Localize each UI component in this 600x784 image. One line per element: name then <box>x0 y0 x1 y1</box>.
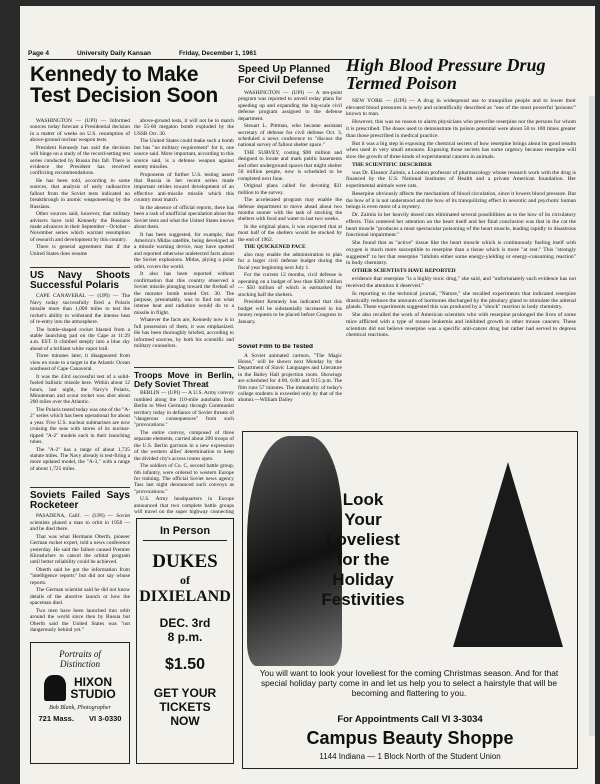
paragraph: Proponents of further U.S. testing assert that Russia in her recent series made important strides toward development of an effective anti-missile missile which this country must match. <box>134 171 234 204</box>
berlin-story <box>134 364 234 514</box>
paragraph: In the original plans, it was expected that at most half of the shelters would be stocked by the end of 1962. <box>238 224 342 243</box>
beauty-line4: for the <box>336 550 390 569</box>
subhead-caps: THE QUICKENED PACE <box>244 244 306 251</box>
soviets-story <box>30 484 130 634</box>
beauty-body: You will want to look your loveliest for the coming Christmas season. And for that special holiday party come in and let us help you to select a hairstyle that will be becoming and flattering to you. <box>259 668 559 699</box>
pressure-headline: High Blood Pressure Drug Termed Poison <box>346 55 546 94</box>
kennedy-col1-text <box>30 118 130 257</box>
paragraph: CAPE CANAVERAL — (UPI) — The Navy today successfully fired a Polaris missile more than 1,000 miles to test the rocket's ability to withstand the intense heat of re-entry into the atmosphere. <box>30 293 130 325</box>
paragraph: was Dr. Eleanor Zaimis, a London professor of pharmacology whose research work with the drug is financed by the U.S. National Institutes of Health and a private American foundation. Her experimental animals were cats. <box>346 169 576 190</box>
polaris-headline: US Navy Shoots Successful Polaris <box>30 270 130 292</box>
header-rule <box>28 59 354 60</box>
beauty-ad <box>242 431 578 769</box>
paragraph: Dr. Zaimis in her heavily dosed cats eliminated several possibilities as to the how of its circulatory effects. This centered her attention on the heart itself and her final conclusion was that in the cat the heart muscle "produces a most spectacular poisoning of the heart muscle, leading rapidly to disastrous functional impairment." <box>346 212 576 239</box>
beauty-line5: Holiday <box>332 570 394 589</box>
soviets-text <box>30 513 130 634</box>
kennedy-col2-text <box>134 118 234 349</box>
paragraph: In the absence of official reports, there has been a rash of unofficial speculation about the Soviet tests and what the United States knows about them. <box>134 204 234 231</box>
paragraph: She also recalled the work of American scientists who with reserpine prolonged the lives of some mice afflicted with a type of mouse leukemia and inhibited growth in other mouse cancers. These scientists did not believe reserpine was a specific anti-cancer drug but rather had served to depress chemical reactions. <box>346 312 576 339</box>
subhead <box>346 162 576 169</box>
paragraph: The soldiers of Co. C, second battle group, 6th infantry, were ordered to western Europe for training. The official Soviet news agency Tass last night denounced such convoys as "provocations." <box>134 463 234 495</box>
paragraph: But it was a big step in exposing the chemical secrets of how reserpine brings about its good results when used in very small amounts. Exposing those secrets has some urgency because reserpine will slow the growth of three kinds of experimental cancers in animals. <box>346 140 576 160</box>
hixon-studio-ad <box>30 642 130 764</box>
paragraph: President Kennedy has said the decision will hinge on a study of the record-setting test series conducted by Russia this fall. There is evidence the President has received conflicting recommendations. <box>30 144 130 177</box>
dixieland-ad <box>136 518 234 764</box>
paragraph: above-ground tests, it will not be to match the 55-60 megaton bomb exploded by the USSR Oct. 30. <box>134 118 234 137</box>
hixon-line2: Distinction <box>60 659 100 669</box>
paragraph: For the current 12 months, civil defense is operating on a budget of less than $300 million — $50 million of which is earmarked for stocking half the shelters. <box>238 272 342 298</box>
pressure-story <box>346 98 576 426</box>
hixon-address: 721 Mass. <box>38 714 74 723</box>
paragraph: The Polaris tested today was one of the "A-2" series which has been operational for about a year. Five U.S. nuclear submarines are now cruising the seas with stores of its nuclear-tipped "A-2" models each in their launching tubes. <box>30 407 130 446</box>
kennedy-col2 <box>134 118 234 363</box>
subhead-caps: OTHER SCIENTISTS HAVE REPORTED <box>352 268 456 275</box>
film-headline: Soviet Film to Be Tested <box>238 344 314 350</box>
paragraph: Steuart L. Pittman, who became assistant secretary of defense for civil defense Oct. 3, scheduled a news conference to "discuss the national survey of fallout shelter space." <box>238 123 342 149</box>
paragraph: President Kennedy has indicated that this budget will be substantially increased in his money requests to be placed before Congress in January. <box>238 299 342 325</box>
paragraph: evidence that reserpine "is a highly toxic drug," she said, and "unfortunately such evidence has not received the attention it deserved." <box>346 276 576 289</box>
christmas-tree-icon <box>453 462 563 647</box>
paragraph: THE SURVEY, costing $90 million and designed to locate and mark public basements and other underground spaces that might shelter 50 million people, now is scheduled to be completed next June. <box>238 150 342 182</box>
paragraph: The "A-2" has a range of about 1,725 statute miles. The Navy already is test-firing a more updated model, the "A-3," with a range of about 1,725 miles. <box>30 446 130 472</box>
kennedy-headline: Kennedy to Make Test Decision Soon <box>30 63 218 108</box>
paragraph: also may enable the administration to plan for a larger civil defense budget during the fiscal year beginning next July 1. <box>238 252 342 271</box>
berlin-headline: Troops Move in Berlin, Defy Soviet Threat <box>134 370 234 389</box>
beauty-name: Campus Beauty Shoppe <box>306 728 514 748</box>
divider <box>134 367 234 368</box>
paper-name: University Daily Kansan <box>76 50 152 57</box>
adjacent-page-edge <box>589 96 595 736</box>
divider <box>30 267 130 268</box>
hixon-studio1: HIXON <box>73 675 112 689</box>
paragraph: Original plans called for devoting $31 million to the survey. <box>238 183 342 196</box>
hixon-studio2: STUDIO <box>70 687 116 701</box>
kennedy-col1 <box>30 118 130 260</box>
beauty-line1: Look <box>342 490 384 509</box>
paragraph: The accelerated program may enable the defense department to move ahead about two months sooner with the task of stocking the shelters with food and water to last two weeks. <box>238 197 342 223</box>
paragraph: It was the 43rd successful test of a solid-fueled ballistic missile here. Within about 12 hours, last night, the Navy's Polaris, Minuteman and scout rocket was shot about 200 miles over the Atlantic. <box>30 373 130 406</box>
paragraph: It also has been reported without confirmation that this country observed a Soviet missile plunging toward the fireball of the monster bomb tested Oct. 30. The purpose, presumably, was to find out what intense heat and radiation would do to a missile in flight. <box>134 271 234 316</box>
defense-headline: Speed Up Planned For Civil Defense <box>238 63 331 86</box>
paragraph: PASADENA, Calif. — (UPI) — Soviet scientists planed a man to orbit in 1958 — and he died there. <box>30 513 130 533</box>
dixie-time: 8 p.m. <box>167 630 203 644</box>
dixie-cta2: TICKETS <box>159 700 211 714</box>
paragraph: Reserpine obviously affects the mechanism of blood circulation, since it lowers blood pressure. But the how of it is not understood and the how of its tranquilizing effect in neurotic and psychotic human beings is even more of a mystery. <box>346 191 576 211</box>
paragraph: U.S. Army headquarters in Europe announced that two complete battle groups will travel on the super highway connecting <box>134 496 234 514</box>
paragraph: However, this was no reason to alarm physicians who prescribe reserpine nor the persons for whom it is prescribed. The doses used to demonstrate its poison potential were about 50 to 100 times greater than those prescribed in medical practice. <box>346 119 576 139</box>
berlin-text <box>134 390 234 514</box>
newspaper-page <box>20 6 595 784</box>
hixon-line1: Portraits of <box>59 649 101 659</box>
dixie-title1: DUKES <box>152 551 218 572</box>
soviets-headline: Soviets Failed Says Rocketeer <box>30 490 130 512</box>
paragraph: In reporting to the technical journal, "Nature," she recalled experiments that indicated reserpine drastically reduces the amounts of hormones discharged by the pituitary gland to stimulate the adrenal glands. These experiments suggested this was produced by a "shock" reaction in body chemistry. <box>346 290 576 311</box>
beauty-line3: Loveliest <box>326 530 400 549</box>
camera-operator-icon <box>44 675 66 701</box>
paragraph: Whatever the facts are, Kennedy now is in full possession of them, it was emphasized. He has been thoroughly briefed, according to informed sources, by both his scientific and military counselors. <box>134 317 234 349</box>
paragraph: The German scientist said he did not know details of the abortive launch or how the spaceman died. <box>30 587 130 607</box>
paragraph: That was what Hermann Oberth, pioneer German rocket expert, told a news conference yesterday. He said the failure caused Premier Khrushchev to cancel the orbital program until better reliability could be achieved. <box>30 533 130 566</box>
beauty-appointments: For Appointments Call VI 3-3034 <box>337 714 483 725</box>
subhead <box>346 268 576 275</box>
paragraph: BERLIN — (UPI) — A U.S. Army convoy rumbled along the 110-mile autobahn from Berlin to West Germany through Communist territory today in defiance of Soviet threats of "dangerous consequences" from such "provocations." <box>134 390 234 429</box>
subhead-caps: THE SCIENTIFIC DESCRIBER <box>352 161 432 168</box>
dixie-cta1: GET YOUR <box>153 686 217 700</box>
paragraph: WASHINGTON — (UPI) — A ten-point program was reported to unveil today plans for speeding up and expanding the big-scale civil defense program assigned to the defense department. <box>238 90 342 122</box>
paragraph: Two men have been launched into orbit around the world since then by Russia but Oberth said the United States was "not dangerously behind yet." <box>30 607 130 634</box>
dixie-in-person: In Person <box>159 525 211 537</box>
page-number: Page 4 <box>28 50 49 57</box>
beauty-line2: Your <box>344 510 382 529</box>
defense-story <box>238 90 342 345</box>
dixie-date: DEC. 3rd <box>159 616 211 630</box>
pressure-text <box>346 98 576 339</box>
beauty-address: 1144 Indiana — 1 Block North of the Student Union <box>319 752 501 761</box>
divider <box>30 487 130 488</box>
paragraph: There is general agreement that if the United States does resume <box>30 244 130 257</box>
issue-date: Friday, December 1, 1961 <box>179 50 257 57</box>
hixon-phone: VI 3-0330 <box>88 714 122 723</box>
hixon-photographer: Bob Blank, Photographer <box>49 705 111 711</box>
paragraph: The United States could make such a bomb but has "no military requirement" for it, one source said. More important, according to this source said, is a defense weapon against enemy missiles. <box>134 138 234 171</box>
paragraph: The bottle-shaped rocket blasted from a stable launching pad on the Cape at 11:29 a.m. EST. It climbed steeply into a blue sky ahead of a brilliant white vapor trail. <box>30 326 130 352</box>
page-header <box>28 50 358 57</box>
polaris-story <box>30 264 130 482</box>
paragraph: He has been told, according to some sources, that analysis of early radioactive fallout from the Soviet tests indicated no breakthrough in atomic weaponeering by the Russians. <box>30 178 130 210</box>
beauty-line6: Festivities <box>321 590 405 609</box>
film-story <box>238 344 342 426</box>
paragraph: She found that as "active" tissue like the heart muscle which is continuously fueling itself with oxygen is much more susceptible to reserpine than a tissue which is more "at rest." This "strongly suggested" to her that reserpine "inhibits either some energy-yielding or energy-consuming reaction" in body chemistry. <box>346 240 576 267</box>
dixie-title3: DIXIELAND <box>139 588 231 605</box>
paragraph: It has been suggested, for example, that America's Midas satellite, being developed as a missile warning device, may have spotted and reported otherwise undetected facts about the Soviet explosions. Midas, plying a polar orbit, covers the world. <box>134 231 234 270</box>
defense-text <box>238 90 342 325</box>
paragraph: Other sources said, however, that military advisers have told Kennedy the Russians made advances in their September - October - November series which warrant resumption of research and development by this country. <box>30 211 130 243</box>
dixie-title2: of <box>180 573 190 587</box>
film-text: A Soviet animated cartoon, "The Magic Horse," will be shown next Monday by the Department of Slavic Languages and Literature in the Bailey Hall projection room. Showings are scheduled for 4:00, 6:00 and 9:15 p.m. The film runs 57 minutes. The immaturity of today's college students is exceeded only by that of the alumni.—William Dailey <box>238 352 342 404</box>
paragraph: WASHINGTON — (UPI) — Informed sources today forecast a Presidential decision in a matter of weeks on U.S. resumption of above-ground nuclear weapon tests. <box>30 118 130 144</box>
paragraph: Oberth said he got the information from "intelligence reports" but did not say whose reports. <box>30 567 130 586</box>
paragraph: Three minutes later, it disappeared from view en route to a target in the Atlantic Ocean southeast of Cape Canaveral. <box>30 353 130 373</box>
dixie-price: $1.50 <box>164 656 206 673</box>
polaris-text <box>30 293 130 472</box>
paragraph: The entire convoy, composed of three separate elements, carried about 200 troops of the U.S. Berlin garrison in a new expression of the western allies' determination to keep the divided city's access routes open. <box>134 429 234 462</box>
subhead <box>238 244 342 250</box>
paragraph: NEW YORK — (UPI) — A drug in widespread use to tranquilize people and to lower their elevated blood pressures is newly and scientifically described as "one of the most powerful 'poisons'" known to man. <box>346 98 576 118</box>
dixie-cta3: NOW <box>170 714 200 728</box>
